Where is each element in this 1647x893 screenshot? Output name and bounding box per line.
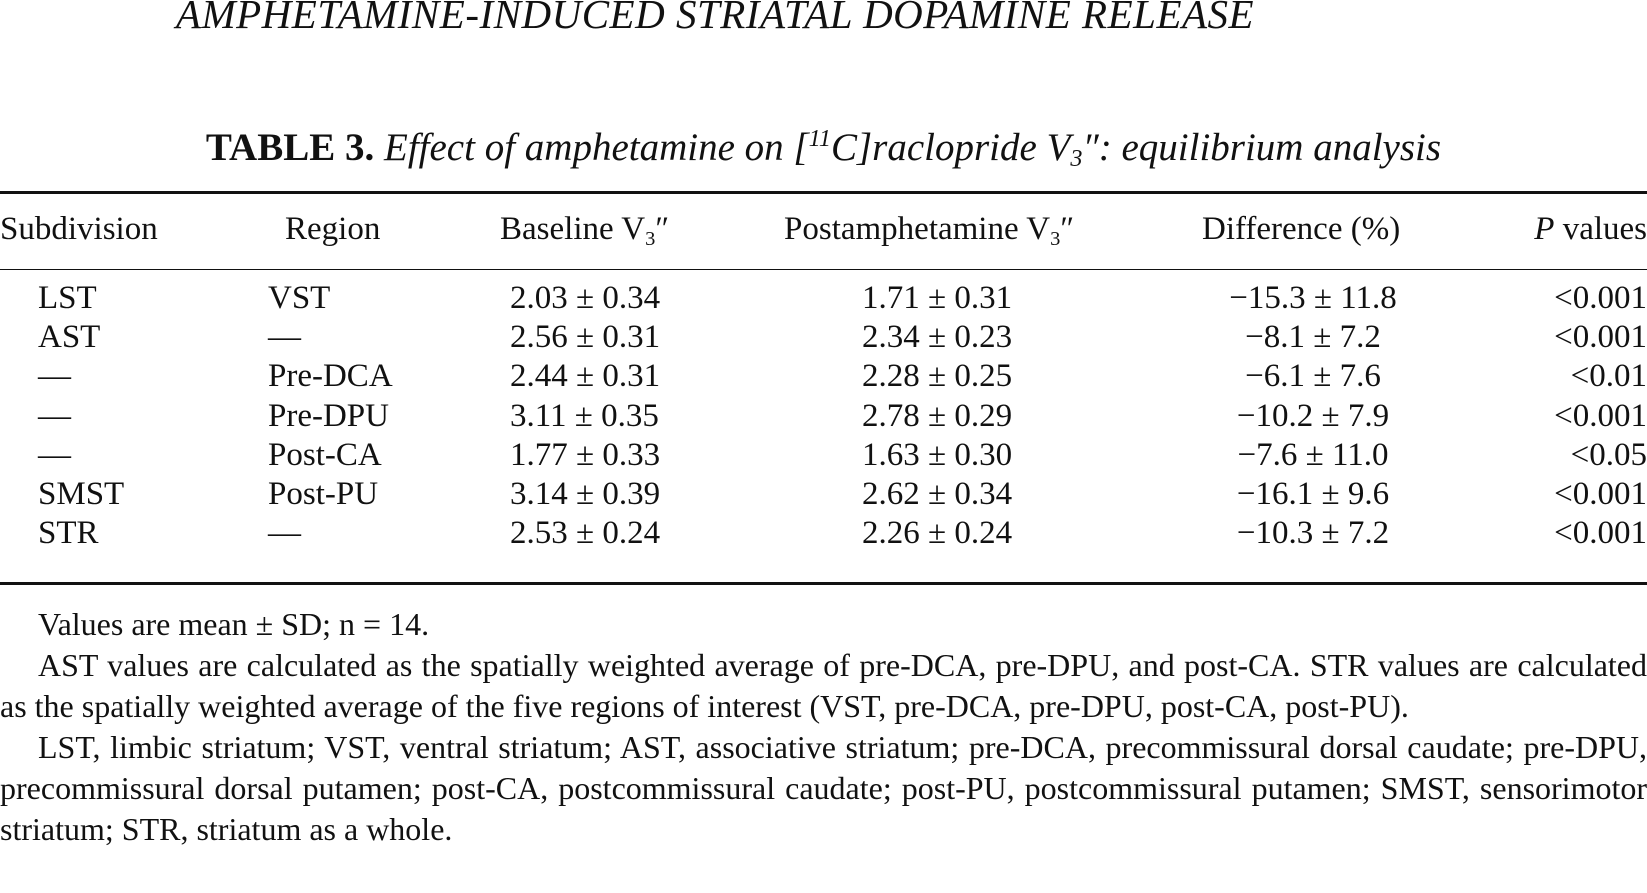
table-footnotes	[0, 604, 1647, 850]
cell-postamphetamine: 1.71 ± 0.31	[862, 280, 1013, 316]
table-row	[0, 396, 1647, 437]
cell-difference: −7.6 ± 11.0	[1237, 436, 1389, 473]
cell-baseline: 2.44 ± 0.31	[510, 358, 661, 395]
cell-postamphetamine: 2.78 ± 0.29	[862, 397, 1013, 434]
cell-baseline: 2.56 ± 0.31	[510, 319, 661, 356]
header-subdivision: Subdivision	[0, 211, 158, 247]
table-row	[0, 317, 1647, 358]
cell-region: Post-PU	[268, 476, 379, 512]
cell-region: —	[268, 319, 301, 356]
table-row	[0, 278, 1647, 319]
cell-baseline: 3.11 ± 0.35	[510, 397, 659, 434]
cell-subdivision: AST	[38, 319, 101, 356]
caption-part: C]raclopride V	[830, 126, 1071, 169]
table-header-rule	[0, 269, 1647, 270]
table-caption	[384, 125, 1442, 172]
footnote: Values are mean ± SD; n = 14.	[38, 606, 430, 642]
cell-difference: −8.1 ± 7.2	[1245, 319, 1381, 356]
header-baseline	[500, 207, 669, 261]
header-p-values	[1534, 207, 1647, 251]
cell-p-value: <0.001	[1554, 397, 1647, 434]
cell-postamphetamine: 2.28 ± 0.25	[862, 358, 1013, 395]
cell-postamphetamine: 2.34 ± 0.23	[862, 319, 1013, 356]
cell-p-value: <0.05	[1570, 436, 1647, 473]
caption-subscript: 3	[1070, 145, 1083, 172]
footnote: LST, limbic striatum; VST, ventral striatum; AST, associative striatum; pre-DCA, precommissural dorsal caudate; pre-DPU, precommissural dorsal putamen; post-CA, postcommissural caudate; post-PU, postcommissural putamen; SMST, sensorimotor striatum; STR, striatum as a whole.	[0, 729, 1647, 847]
header-postamphetamine	[784, 207, 1074, 261]
cell-baseline: 2.53 ± 0.24	[510, 515, 661, 552]
cell-difference: −6.1 ± 7.6	[1245, 358, 1381, 395]
table-top-rule	[0, 191, 1647, 194]
cell-subdivision: STR	[38, 515, 99, 552]
cell-subdivision: LST	[38, 280, 97, 316]
cell-p-value: <0.001	[1554, 515, 1647, 552]
cell-region: Pre-DPU	[268, 397, 389, 434]
caption-part: ″: equilibrium analysis	[1082, 126, 1442, 169]
cell-difference: −10.2 ± 7.9	[1236, 397, 1390, 434]
header-region: Region	[285, 211, 381, 247]
table-bottom-rule	[0, 582, 1647, 585]
table-row	[0, 474, 1647, 515]
cell-baseline: 1.77 ± 0.33	[510, 436, 661, 473]
table-row	[0, 435, 1647, 476]
header-post-sub: 3	[1050, 228, 1061, 250]
cell-subdivision: —	[38, 436, 71, 473]
cell-postamphetamine: 1.63 ± 0.30	[862, 436, 1013, 473]
table-row	[0, 513, 1647, 554]
running-head: AMPHETAMINE-INDUCED STRIATAL DOPAMINE RELEASE	[175, 0, 1255, 37]
table-row	[0, 356, 1647, 397]
cell-baseline: 2.03 ± 0.34	[510, 280, 661, 316]
caption-part: Effect of amphetamine on [	[384, 126, 809, 169]
header-difference: Difference (%)	[1202, 211, 1401, 247]
cell-difference: −16.1 ± 9.6	[1236, 476, 1390, 512]
cell-region: Pre-DCA	[268, 358, 393, 395]
cell-difference: −10.3 ± 7.2	[1236, 515, 1390, 552]
cell-postamphetamine: 2.62 ± 0.34	[862, 476, 1013, 512]
caption-superscript: 11	[808, 125, 831, 152]
header-p-rest: values	[1554, 211, 1647, 247]
cell-subdivision: SMST	[38, 476, 125, 512]
header-post-text: Postamphetamine V	[784, 211, 1051, 247]
cell-region: Post-CA	[268, 436, 382, 473]
cell-region: —	[268, 515, 301, 552]
cell-subdivision: —	[38, 358, 71, 395]
header-baseline-sub: 3	[645, 228, 656, 250]
cell-p-value: <0.001	[1554, 280, 1647, 316]
cell-postamphetamine: 2.26 ± 0.24	[862, 515, 1013, 552]
table-title	[0, 125, 1647, 173]
cell-p-value: <0.001	[1554, 319, 1647, 356]
cell-region: VST	[268, 280, 331, 316]
cell-difference: −15.3 ± 11.8	[1229, 280, 1397, 316]
cell-p-value: <0.01	[1570, 358, 1647, 395]
cell-baseline: 3.14 ± 0.39	[510, 476, 661, 512]
table-label: TABLE 3.	[205, 126, 375, 169]
footnote: AST values are calculated as the spatially weighted average of pre-DCA, pre-DPU, and post-CA. STR values are calculated as the spatially weighted average of the five regions of interest (VST, pre-DCA, pre-DPU, post-CA, post-PU).	[0, 647, 1647, 724]
cell-subdivision: —	[38, 397, 71, 434]
header-baseline-text: Baseline V	[500, 211, 646, 247]
header-post-prime: ″	[1060, 211, 1075, 247]
header-p-italic: P	[1534, 211, 1555, 247]
cell-p-value: <0.001	[1554, 476, 1647, 512]
header-baseline-prime: ″	[655, 211, 670, 247]
